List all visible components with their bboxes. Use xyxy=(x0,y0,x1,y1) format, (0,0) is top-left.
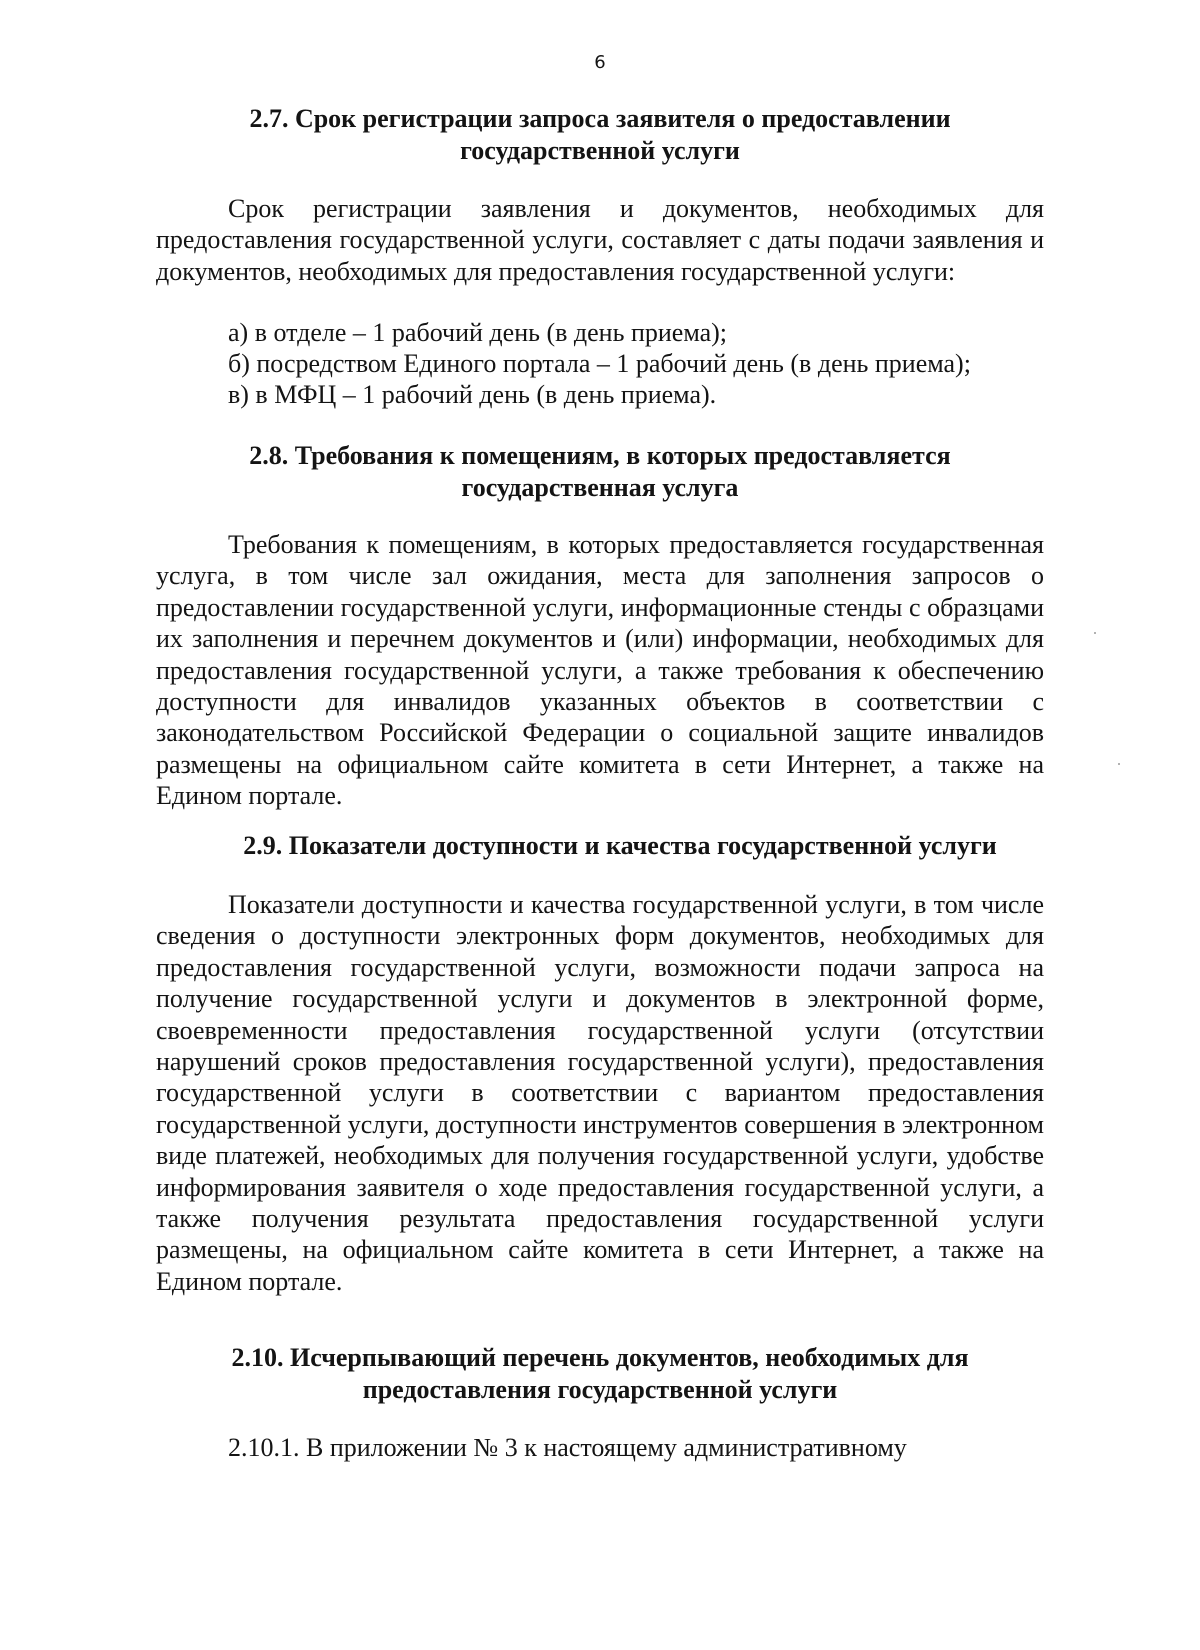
section-2-8-heading-line-2: государственная услуга xyxy=(461,473,739,502)
section-2-9-paragraph: Показатели доступности и качества государственной услуги, в том числе сведения о доступности электронных форм документов, необходимых для предоставления государственной услуги, возможности подачи запроса на получение государственной услуги и документов в электронной форме, своевременности предоставления государственной услуги (отсутствии нарушений сроков предоставления государственной услуги), предоставления государственной услуги в соответствии с вариантом предоставления государственной услуги, доступности инструментов совершения в электронном виде платежей, необходимых для получения государственной услуги, удобстве информирования заявителя о ходе предоставления государственной услуги, а также получения результата предоставления государственной услуги размещены, на официальном сайте комитета в сети Интернет, а также на Едином портале. xyxy=(156,890,1044,1296)
section-2-8-paragraph: Требования к помещениям, в которых предоставляется государственная услуга, в том числе зал ожидания, места для заполнения запросов о предоставлении государственной услуги, информационные стенды с образцами их заполнения и перечнем документов и (или) информации, необходимых для предоставления государственной услуги, а также требования к обеспечению доступности для инвалидов указанных объектов в соответствии с законодательством Российской Федерации о социальной защите инвалидов размещены на официальном сайте комитета в сети Интернет, а также на Едином портале. xyxy=(156,530,1044,811)
section-2-7-item-a: а) в отделе – 1 рабочий день (в день приема); xyxy=(228,318,728,347)
section-2-10-heading-line-1: 2.10. Исчерпывающий перечень документов, необходимых для xyxy=(231,1343,969,1372)
scan-speck xyxy=(1094,632,1096,634)
section-2-7-heading-line-1: 2.7. Срок регистрации запроса заявителя о предоставлении xyxy=(249,104,951,133)
scan-speck xyxy=(1118,763,1120,765)
section-2-7-item-b: б) посредством Единого портала – 1 рабочий день (в день приема); xyxy=(228,349,971,378)
section-2-9-heading: 2.9. Показатели доступности и качества государственной услуги xyxy=(243,831,997,860)
section-2-10-paragraph: 2.10.1. В приложении № 3 к настоящему административному xyxy=(228,1433,907,1462)
section-2-10-heading-line-2: предоставления государственной услуги xyxy=(362,1375,838,1404)
page-number: 6 xyxy=(594,52,606,73)
section-2-8-heading-line-1: 2.8. Требования к помещениям, в которых предоставляется xyxy=(249,441,951,470)
section-2-7-paragraph: Срок регистрации заявления и документов, необходимых для предоставления государственной услуги, составляет с даты подачи заявления и документов, необходимых для предоставления государственной услуги: xyxy=(156,194,1044,286)
section-2-7-heading-line-2: государственной услуги xyxy=(460,136,740,165)
section-2-7-item-c: в) в МФЦ – 1 рабочий день (в день приема). xyxy=(228,380,717,409)
